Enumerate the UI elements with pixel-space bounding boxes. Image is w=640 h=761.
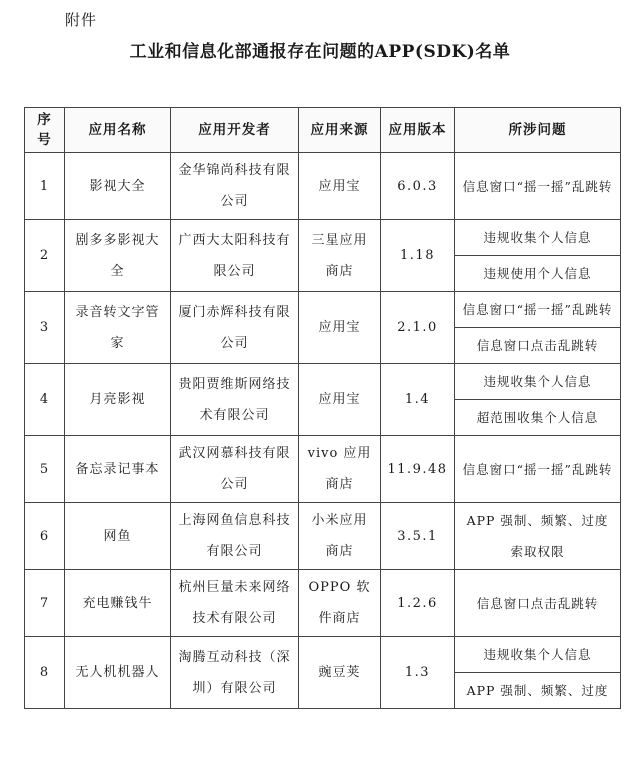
issue-cell: 信息窗口点击乱跳转 [455, 328, 621, 364]
issue-cell: 超范围收集个人信息 [455, 400, 621, 436]
row-number-cell: 6 [25, 503, 65, 570]
issue-cell: 违规收集个人信息 [455, 637, 621, 673]
attachment-label: 附件 [65, 11, 98, 29]
issue-cell: APP 强制、频繁、过度 [455, 673, 621, 709]
app-name-cell: 备忘录记事本 [65, 436, 171, 503]
table-header-row [25, 108, 621, 153]
developer-cell: 杭州巨量未来网络技术有限公司 [171, 570, 299, 637]
table-row [25, 292, 621, 328]
column-header-source: 应用来源 [299, 108, 381, 153]
app-name-cell: 网鱼 [65, 503, 171, 570]
version-cell: 2.1.0 [381, 292, 455, 364]
developer-cell: 金华锦尚科技有限公司 [171, 153, 299, 220]
row-number-cell: 4 [25, 364, 65, 436]
version-cell: 1.3 [381, 637, 455, 709]
column-header-issues: 所涉问题 [455, 108, 621, 153]
table-row [25, 503, 621, 570]
column-header-number: 序号 [25, 108, 65, 153]
source-cell: 应用宝 [299, 364, 381, 436]
table-row [25, 153, 621, 220]
app-name-cell: 月亮影视 [65, 364, 171, 436]
row-number-cell: 3 [25, 292, 65, 364]
version-cell: 11.9.48 [381, 436, 455, 503]
app-name-cell: 充电赚钱牛 [65, 570, 171, 637]
row-number-cell: 1 [25, 153, 65, 220]
row-number-cell: 5 [25, 436, 65, 503]
issue-cell: 违规使用个人信息 [455, 256, 621, 292]
version-cell: 3.5.1 [381, 503, 455, 570]
app-name-cell: 无人机机器人 [65, 637, 171, 709]
row-number-cell: 8 [25, 637, 65, 709]
source-cell: 小米应用商店 [299, 503, 381, 570]
column-header-app-name: 应用名称 [65, 108, 171, 153]
developer-cell: 贵阳贾维斯网络技术有限公司 [171, 364, 299, 436]
column-header-version: 应用版本 [381, 108, 455, 153]
source-cell: 三星应用商店 [299, 220, 381, 292]
source-cell: 应用宝 [299, 153, 381, 220]
version-cell: 1.2.6 [381, 570, 455, 637]
developer-cell: 淘腾互动科技（深圳）有限公司 [171, 637, 299, 709]
table-row [25, 220, 621, 256]
document-title: 工业和信息化部通报存在问题的APP(SDK)名单 [129, 42, 511, 62]
developer-cell: 上海网鱼信息科技有限公司 [171, 503, 299, 570]
issue-cell: 信息窗口“摇一摇”乱跳转 [455, 292, 621, 328]
version-cell: 6.0.3 [381, 153, 455, 220]
row-number-cell: 2 [25, 220, 65, 292]
table-body [25, 153, 621, 709]
table-row [25, 570, 621, 637]
app-list-table [24, 107, 621, 709]
developer-cell: 武汉网慕科技有限公司 [171, 436, 299, 503]
issue-cell: 信息窗口“摇一摇”乱跳转 [455, 436, 621, 503]
source-cell: vivo 应用商店 [299, 436, 381, 503]
developer-cell: 广西大太阳科技有限公司 [171, 220, 299, 292]
version-cell: 1.18 [381, 220, 455, 292]
table-row [25, 364, 621, 400]
issue-cell: 违规收集个人信息 [455, 364, 621, 400]
issue-cell: APP 强制、频繁、过度索取权限 [455, 503, 621, 570]
table-row [25, 436, 621, 503]
app-name-cell: 剧多多影视大全 [65, 220, 171, 292]
source-cell: 应用宝 [299, 292, 381, 364]
app-name-cell: 录音转文字管家 [65, 292, 171, 364]
issue-cell: 违规收集个人信息 [455, 220, 621, 256]
app-name-cell: 影视大全 [65, 153, 171, 220]
version-cell: 1.4 [381, 364, 455, 436]
issue-cell: 信息窗口点击乱跳转 [455, 570, 621, 637]
issue-cell: 信息窗口“摇一摇”乱跳转 [455, 153, 621, 220]
row-number-cell: 7 [25, 570, 65, 637]
table-row [25, 637, 621, 673]
developer-cell: 厦门赤辉科技有限公司 [171, 292, 299, 364]
column-header-developer: 应用开发者 [171, 108, 299, 153]
source-cell: 豌豆荚 [299, 637, 381, 709]
source-cell: OPPO 软件商店 [299, 570, 381, 637]
